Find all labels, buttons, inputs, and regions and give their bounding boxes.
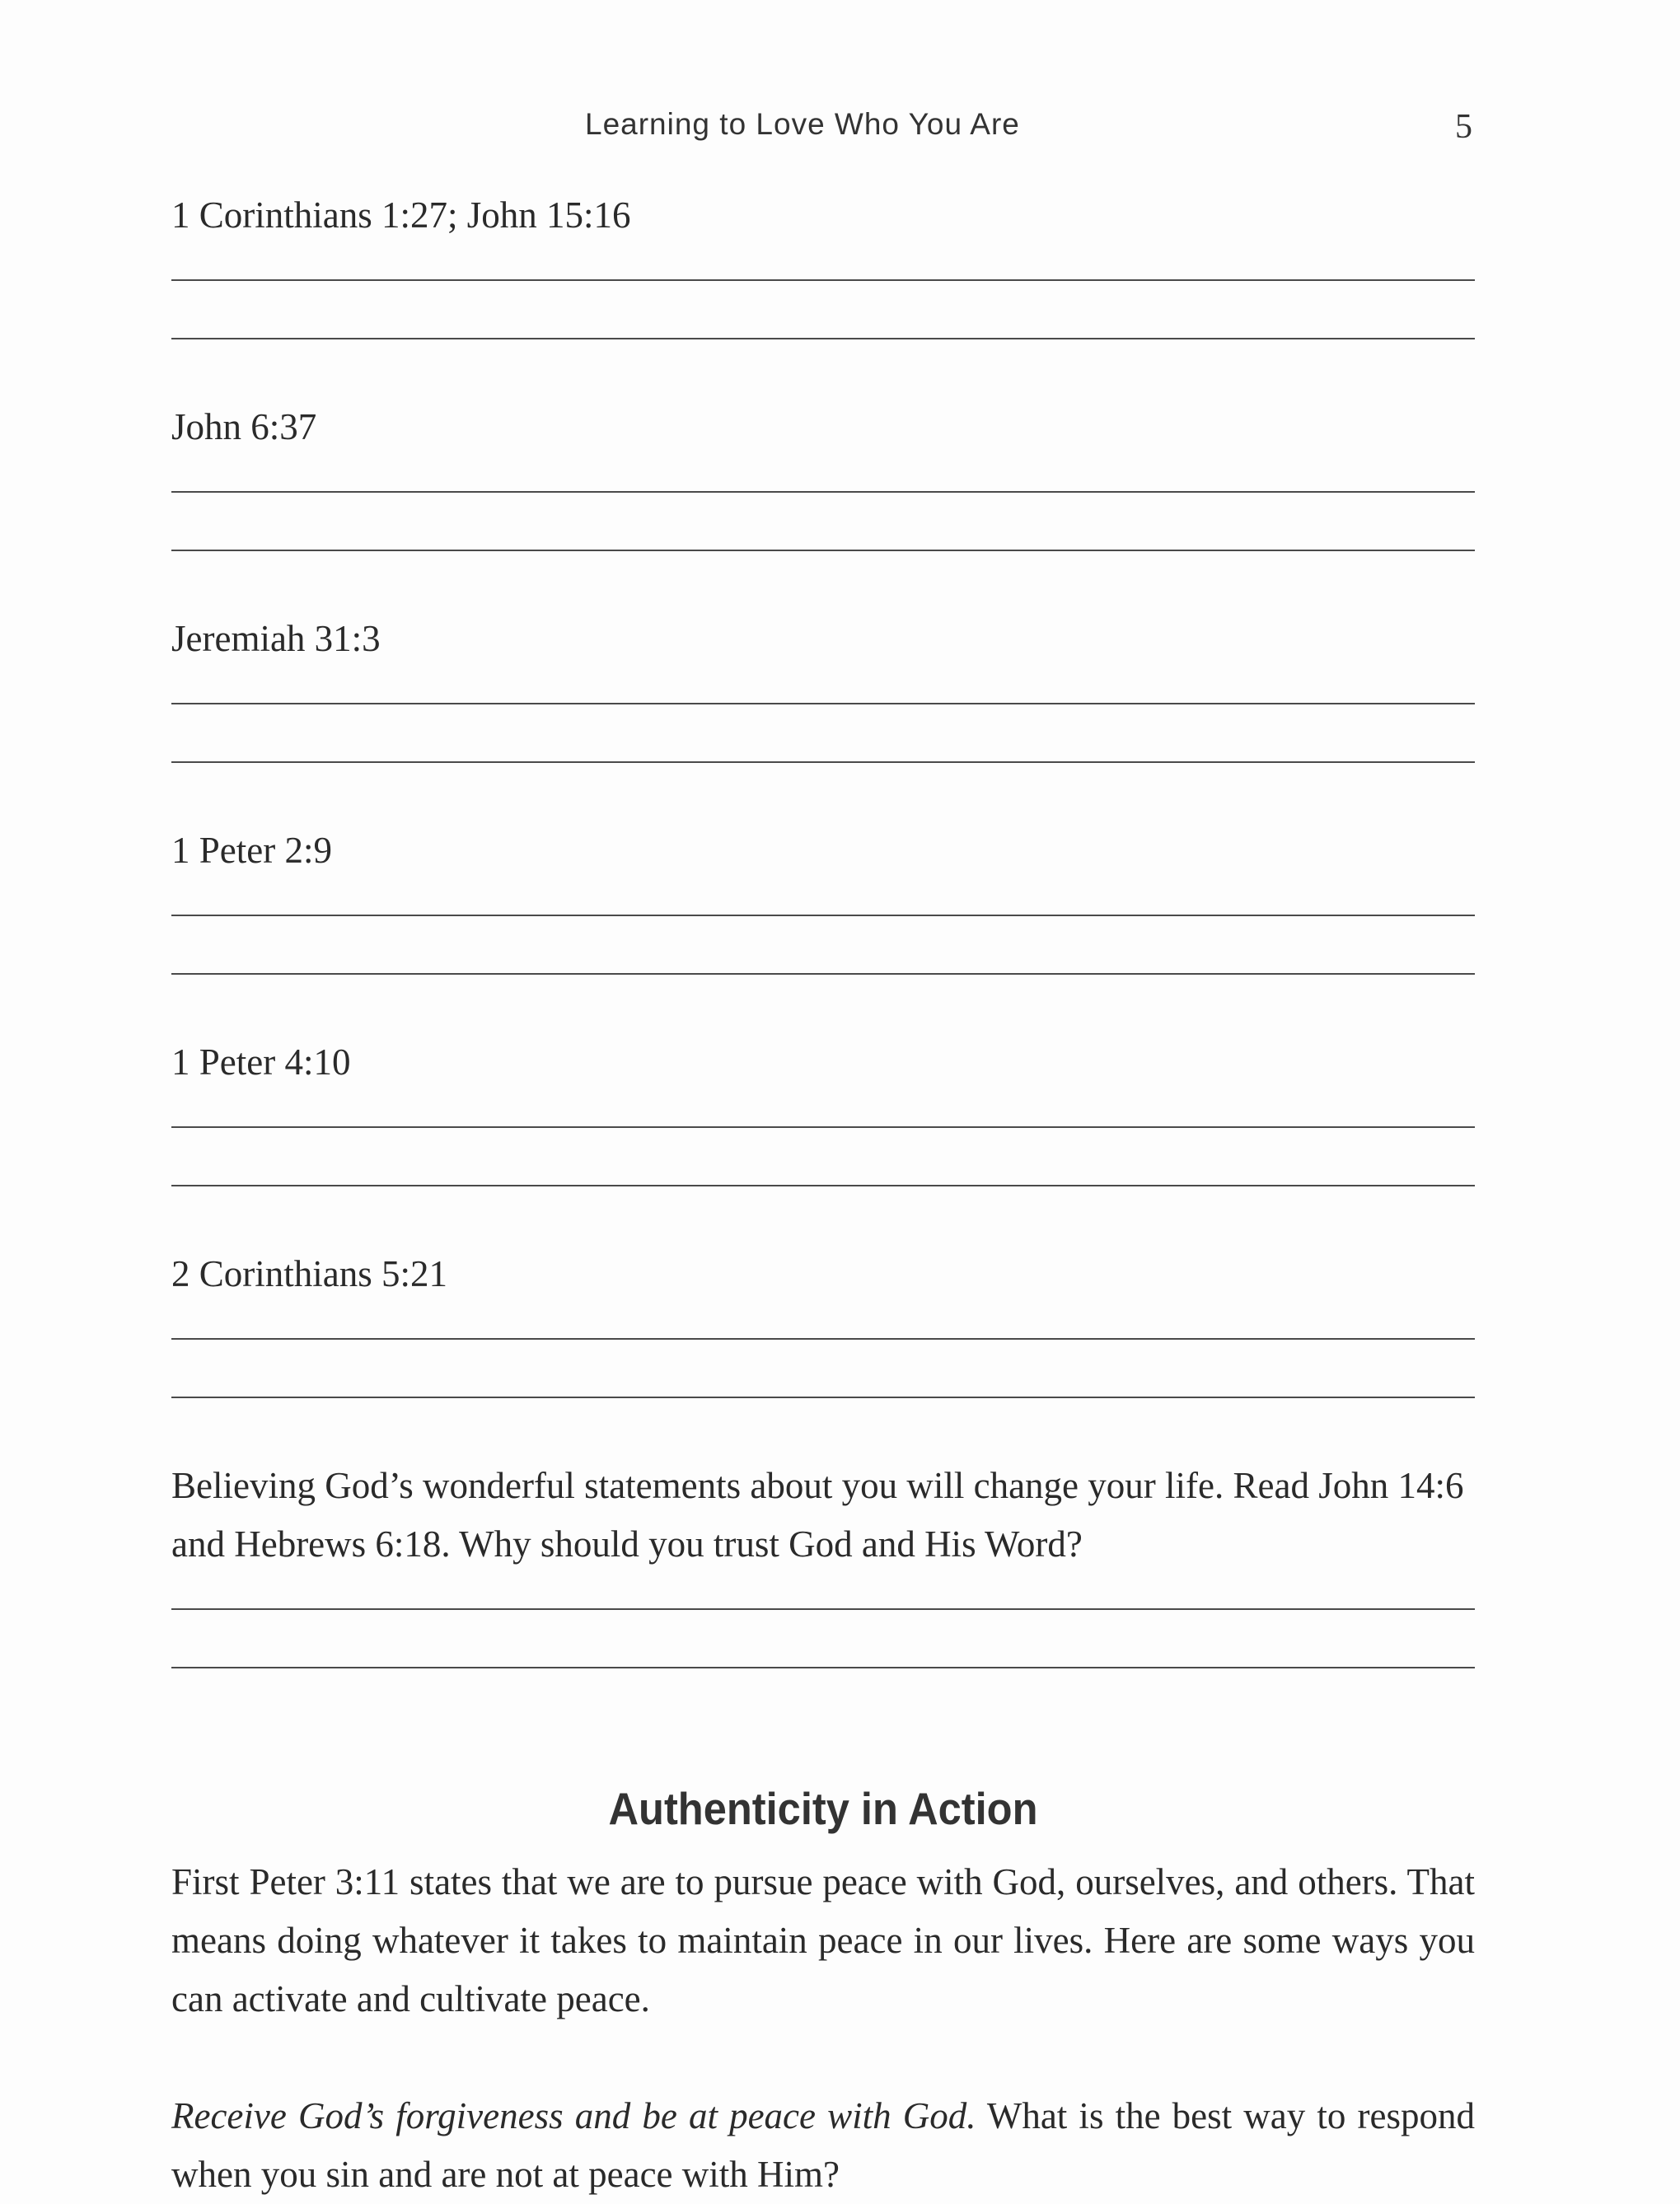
answer-line[interactable]: [171, 704, 1475, 763]
reference-label: 1 Peter 2:9: [171, 830, 332, 871]
answer-line[interactable]: [171, 1340, 1475, 1398]
item-lead: Receive God’s forgiveness and be at peace with God.: [171, 2095, 976, 2136]
trust-question-block: [171, 1457, 1475, 1668]
reference-item: [171, 821, 1475, 975]
answer-line[interactable]: [171, 916, 1475, 975]
page-number: 5: [1455, 108, 1473, 146]
reference-label: 1 Peter 4:10: [171, 1041, 351, 1083]
trust-question: Believing God’s wonderful statements about you will change your life. Read John 14:6 and Hebrews 6:18. Why should you trust God and His Word?: [171, 1465, 1464, 1565]
reference-item: [171, 1033, 1475, 1186]
answer-line[interactable]: [171, 1128, 1475, 1186]
section-heading: Authenticity in Action: [608, 1783, 1038, 1834]
answer-line[interactable]: [171, 245, 1475, 281]
reference-item: [171, 610, 1475, 763]
answer-line[interactable]: [171, 1610, 1475, 1668]
running-title: Learning to Love Who You Are: [585, 107, 1020, 141]
reference-label: 2 Corinthians 5:21: [171, 1253, 447, 1294]
peace-with-god-paragraph: [171, 2087, 1475, 2204]
reference-label: Jeremiah 31:3: [171, 618, 381, 659]
intro-paragraph: First Peter 3:11 states that we are to pursue peace with God, ourselves, and others. That means doing whatever it takes to maintain peace in our lives. Here are some ways you can activate and cultivate peace.: [171, 1861, 1475, 2019]
answer-line[interactable]: [171, 281, 1475, 339]
item-question: What is the best way to respond when you sin and are not at peace with Him?: [171, 2095, 1475, 2195]
answer-line[interactable]: [171, 1092, 1475, 1128]
answer-line[interactable]: [171, 1303, 1475, 1340]
answer-line[interactable]: [171, 880, 1475, 916]
reference-item: [171, 398, 1475, 551]
spacer: [171, 2029, 1475, 2087]
spacer: [171, 1668, 1475, 1776]
spacer: [171, 1841, 1475, 1853]
reference-label: 1 Corinthians 1:27; John 15:16: [171, 194, 631, 236]
reference-item: [171, 1245, 1475, 1398]
reference-label: John 6:37: [171, 406, 317, 447]
answer-line[interactable]: [171, 1574, 1475, 1610]
page-content: [171, 186, 1475, 2204]
reference-item: [171, 186, 1475, 339]
answer-line[interactable]: [171, 493, 1475, 551]
answer-line[interactable]: [171, 456, 1475, 493]
answer-line[interactable]: [171, 668, 1475, 704]
